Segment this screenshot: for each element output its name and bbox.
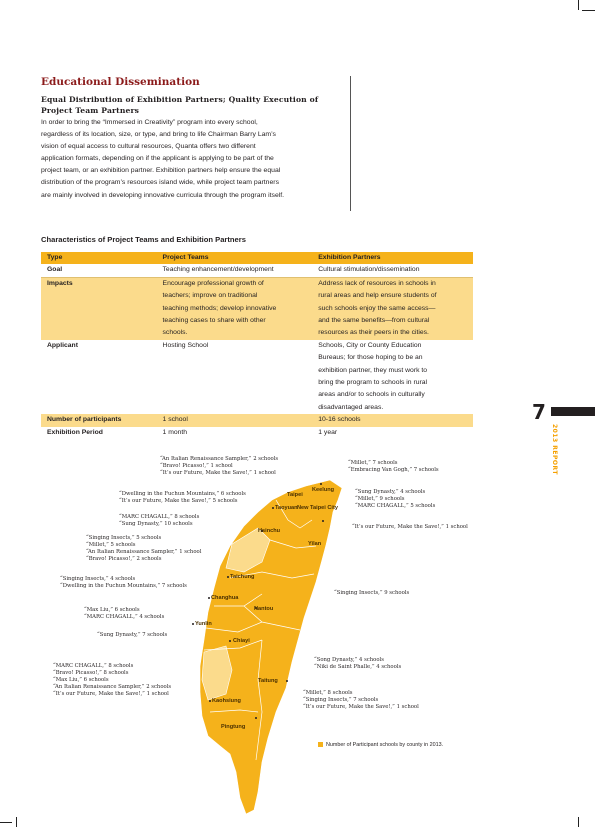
callout-line: “MARC CHAGALL,” 5 schools xyxy=(355,503,436,510)
row-label: Exhibition Period xyxy=(47,428,103,436)
callout-line: “Song Dynasty,” 4 schools xyxy=(314,657,384,663)
cell-line: exhibition partner, they must work to xyxy=(318,366,428,374)
callout-yunlin-left xyxy=(84,607,164,621)
page-number: 7 xyxy=(532,400,546,424)
county-new-taipei: New Taipei City xyxy=(297,505,338,511)
cell-line: Encourage professional growth of xyxy=(162,279,264,287)
callout-line: “MARC CHAGALL,” 8 schools xyxy=(53,663,134,669)
taichung-marker xyxy=(227,576,229,578)
county-nantou: Nantou xyxy=(254,606,274,612)
cell-line: Address lack of resources in schools in xyxy=(318,279,436,287)
callout-line: “Dwelling in the Fuchun Mountains,” 6 schools xyxy=(119,491,246,497)
legend-swatch xyxy=(318,742,323,747)
legend-text: Number of Participant schools by county in 2013. xyxy=(326,742,444,748)
row-label: Goal xyxy=(41,264,157,277)
report-label: 2013 REPORT xyxy=(551,424,558,475)
row-label: Impacts xyxy=(41,277,157,340)
cell-line: resources as their peers in the cities. xyxy=(318,329,429,337)
callout-line: “It’s our Future, Make the Save!,” 1 school xyxy=(352,524,468,530)
callout-line: “Dwelling in the Fuchun Mountains,” 7 schools xyxy=(60,583,187,590)
body-line: regardless of its location, size, or type, and bring to life Chairman Barry Lam’s xyxy=(41,131,276,139)
callout-line: “Max Liu,” 6 schools xyxy=(53,677,109,684)
callout-line: “It’s our Future, Make the Save!,” 1 school xyxy=(160,470,276,477)
body-line: distribution of the program’s resources island wide, while project team partners xyxy=(41,179,279,187)
callout-line: “Singing Insects,” 9 schools xyxy=(334,590,410,596)
callout-line: “Millet,” 9 schools xyxy=(355,496,405,503)
table-title: Characteristics of Project Teams and Exhibition Partners xyxy=(41,235,246,244)
cell-line: bring the program to schools in rural xyxy=(318,379,428,387)
cell-line: areas and/or to schools in culturally xyxy=(318,391,425,399)
county-taichung: Taichung xyxy=(230,574,255,580)
callout-kaohsiung-left xyxy=(53,663,171,698)
cell-line: Schools, City or County Education xyxy=(318,341,422,349)
county-keelung: Keelung xyxy=(312,487,335,493)
cell-exhibition: 10-16 schools xyxy=(312,414,473,426)
cell-line: teachers; improve on traditional xyxy=(162,292,258,300)
callout-line: “Singing Insects,” 5 schools xyxy=(86,535,162,541)
callout-insects-left xyxy=(86,535,201,563)
callout-top-right xyxy=(348,460,439,474)
callout-chiayi-left xyxy=(97,632,167,639)
callout-sung-right xyxy=(355,489,435,510)
header-exhibition-partners: Exhibition Partners xyxy=(312,252,473,264)
callout-insects-right xyxy=(334,590,409,597)
body-line: In order to bring the “Immersed in Creativity” program into every school, xyxy=(41,119,258,126)
cell-line: disadvantaged areas. xyxy=(318,403,384,411)
callout-line: “Max Liu,” 6 schools xyxy=(84,607,140,613)
county-yunlin: Yunlin xyxy=(195,621,212,627)
county-taipei: Taipei xyxy=(287,492,303,498)
callout-line: “It’s our Future, Make the Save!,” 5 schools xyxy=(119,498,238,505)
county-pingtung: Pingtung xyxy=(221,724,246,730)
callout-line: “Sung Dynasty,” 10 schools xyxy=(119,521,193,528)
callout-line: “Singing Insects,” 4 schools xyxy=(60,576,136,582)
callout-taichung-left xyxy=(60,576,187,590)
county-hsinchu: Hsinchu xyxy=(258,528,281,534)
callout-line: “MARC CHAGALL,” 8 schools xyxy=(119,514,200,520)
callout-line: “Bravo! Picasso!,” 8 schools xyxy=(53,670,129,677)
cell-line: Bureaus; for those hoping to be an xyxy=(318,354,423,362)
callout-chagall-hsinchu xyxy=(119,514,199,528)
row-label: Applicant xyxy=(47,341,78,349)
header-project-teams: Project Teams xyxy=(157,252,313,264)
taitung-marker xyxy=(286,680,288,682)
callout-line: “Singing Insects,” 7 schools xyxy=(303,697,379,704)
keelung-marker xyxy=(320,483,322,485)
callout-line: “MARC CHAGALL,” 4 schools xyxy=(84,614,165,621)
kaohsiung-marker xyxy=(209,700,211,702)
callout-line: “Millet,” 5 schools xyxy=(86,542,136,549)
callout-taitung-right xyxy=(314,657,401,671)
callout-top-center xyxy=(160,456,278,477)
row-label: Number of participants xyxy=(41,414,157,426)
county-taitung: Taitung xyxy=(258,678,278,684)
cell-project: Teaching enhancement/development xyxy=(157,264,313,277)
callout-fuchun xyxy=(119,491,246,505)
callout-line: “Millet,” 7 schools xyxy=(348,460,398,466)
cell-line: and the same benefits—from cultural xyxy=(318,317,430,325)
cell-project: 1 month xyxy=(162,428,188,436)
county-yilan: Yilan xyxy=(308,541,322,547)
callout-line: “It’s our Future, Make the Save!,” 1 school xyxy=(303,704,419,711)
callout-pingtung-right xyxy=(303,690,419,711)
cell-line: schools. xyxy=(162,329,188,337)
callout-line: “Sung Dynasty,” 7 schools xyxy=(97,632,168,638)
callout-line: “Bravo! Picasso!,” 1 school xyxy=(160,463,233,470)
county-taoyuan: Taoyuan xyxy=(275,505,298,511)
callout-line: “An Italian Renaissance Sampler,” 1 school xyxy=(86,549,202,556)
callout-line: “It’s our Future, Make the Save!,” 1 school xyxy=(53,691,169,698)
yunlin-marker xyxy=(192,623,194,625)
cell-project: 1 school xyxy=(157,414,313,426)
cell-line: such schools enjoy the same access— xyxy=(318,304,436,312)
body-line: application formats, depending on if the applicant is applying to be part of the xyxy=(41,155,274,163)
callout-future-right xyxy=(352,524,468,531)
body-line: project team, or an exhibition partner. Exhibition partners help ensure the equal xyxy=(41,167,281,175)
callout-line: “Niki de Saint Phalle,” 4 schools xyxy=(314,664,402,671)
cell-line: rural areas and help ensure students of xyxy=(318,292,437,300)
callout-line: “An Italian Renaissance Sampler,” 2 schools xyxy=(53,684,172,691)
taoyuan-marker xyxy=(272,507,274,509)
cell-line: teaching cases to share with other xyxy=(162,317,266,325)
body-line: are mainly involved in developing innovative curricula through the program itself. xyxy=(41,191,285,199)
callout-line: “An Italian Renaissance Sampler,” 2 schools xyxy=(160,456,279,462)
section-title: Educational Dissemination xyxy=(41,76,200,88)
county-chiayi: Chiayi xyxy=(233,638,250,644)
callout-line: “Bravo! Picasso!,” 2 schools xyxy=(86,556,162,563)
pingtung-marker xyxy=(255,717,257,719)
chiayi-marker xyxy=(229,640,231,642)
changhua-marker xyxy=(208,597,210,599)
cell-exhibition: 1 year xyxy=(318,428,338,436)
callout-line: “Millet,” 8 schools xyxy=(303,690,353,696)
county-changhua: Changhua xyxy=(211,595,239,601)
map-legend xyxy=(318,742,443,748)
new-taipei-marker xyxy=(322,520,324,522)
cell-line: teaching methods; develop innovative xyxy=(162,304,277,312)
body-line: vision of equal access to cultural resources, Quanta offers two different xyxy=(41,143,256,151)
callout-line: “Sung Dynasty,” 4 schools xyxy=(355,489,426,495)
callout-line: “Embracing Van Gogh,” 7 schools xyxy=(348,467,439,474)
county-kaohsiung: Kaohsiung xyxy=(212,698,241,704)
cell-exhibition: Cultural stimulation/dissemination xyxy=(312,264,473,277)
cell-project: Hosting School xyxy=(162,341,209,349)
subheading: Equal Distribution of Exhibition Partners; Quality Execution of Project Team Partners xyxy=(41,95,319,115)
header-type: Type xyxy=(41,252,157,264)
